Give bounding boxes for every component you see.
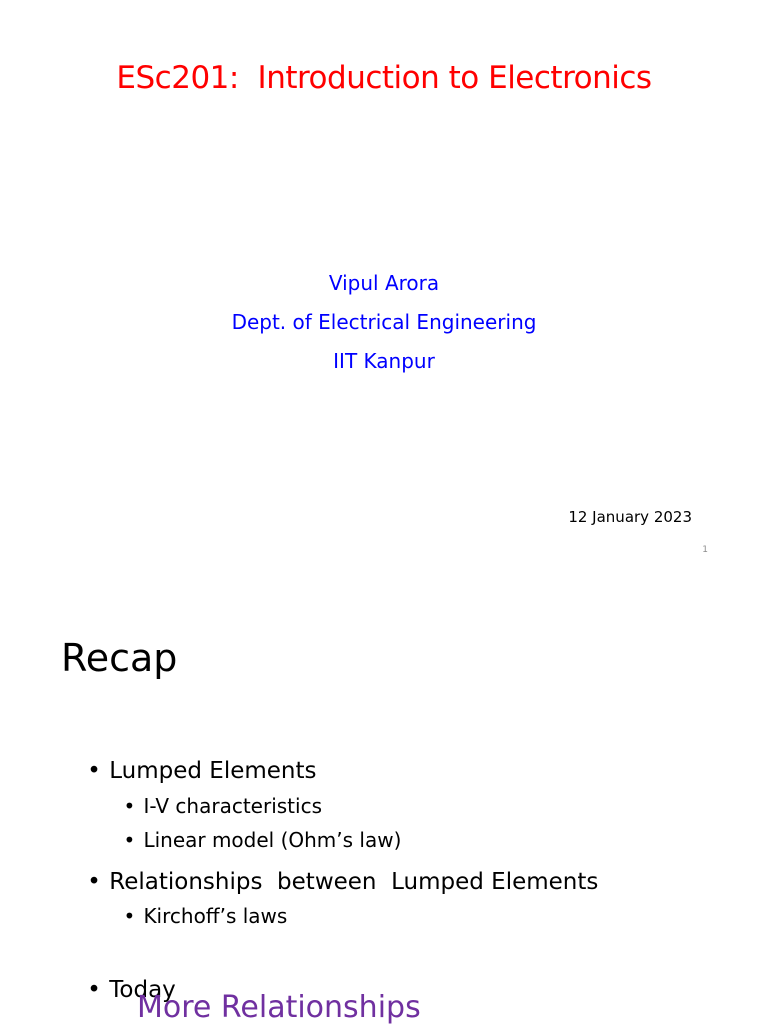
bullet-text: Linear model (Ohm’s law) <box>143 828 402 852</box>
recap-slide <box>0 576 768 1024</box>
bullet-text: Kirchoff’s laws <box>143 904 288 928</box>
bullet-text: Relationships between Lumped Elements <box>109 869 599 895</box>
slide-title: Recap <box>61 636 178 680</box>
subbullet-kirchoff <box>98 880 287 952</box>
bullet-text: I-V characteristics <box>143 794 322 818</box>
today-topic: More Relationships <box>137 990 421 1024</box>
bullet-dot: • <box>87 869 101 895</box>
bullet-text: Lumped Elements <box>109 758 317 784</box>
bullet-dot: • <box>87 758 101 784</box>
bullet-dot: • <box>123 904 136 928</box>
page-number: 1 <box>702 545 708 555</box>
course-title: ESc201: Introduction to Electronics <box>116 60 652 96</box>
author-name: Vipul Arora <box>328 271 440 295</box>
author-institute: IIT Kanpur <box>333 349 435 373</box>
bullet-dot: • <box>87 977 101 1003</box>
lecture-date: 12 January 2023 <box>568 508 692 526</box>
bullet-text: Today <box>109 977 176 1003</box>
bullet-dot: • <box>123 828 136 852</box>
author-department: Dept. of Electrical Engineering <box>231 310 537 334</box>
bullet-dot: • <box>123 794 136 818</box>
